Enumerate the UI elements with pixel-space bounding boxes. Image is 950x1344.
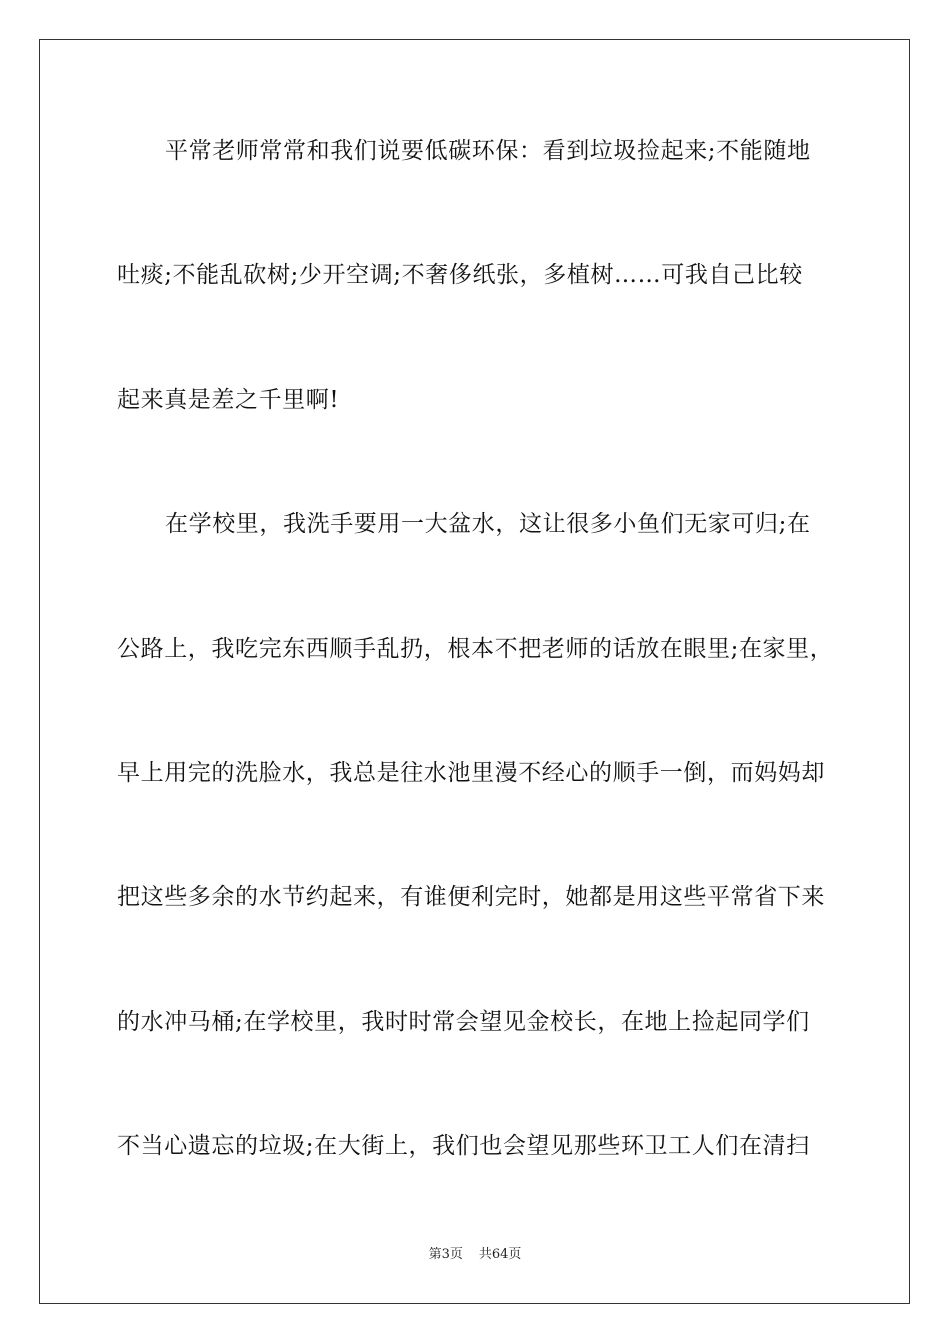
- page-footer: [0, 1243, 950, 1262]
- paragraph-2-line-6: 不当心遗忘的垃圾;在大街上，我们也会望见那些环卫工人们在清扫: [117, 1133, 810, 1159]
- page-border: [39, 39, 910, 1304]
- page-number: 第3页: [428, 1247, 463, 1262]
- paragraph-2-line-1: 在学校里，我洗手要用一大盆水，这让很多小鱼们无家可归;在: [165, 511, 811, 537]
- paragraph-1-line-3: 起来真是差之千里啊!: [117, 387, 340, 413]
- paragraph-2-line-3: 早上用完的洗脸水，我总是往水池里漫不经心的顺手一倒，而妈妈却: [117, 760, 825, 786]
- paragraph-1-line-2: 吐痰;不能乱砍树;少开空调;不奢侈纸张，多植树……可我自己比较: [117, 262, 803, 288]
- paragraph-2-line-5: 的水冲马桶;在学校里，我时时常会望见金校长，在地上捡起同学们: [117, 1009, 810, 1035]
- paragraph-2-line-4: 把这些多余的水节约起来，有谁便利完时，她都是用这些平常省下来: [117, 884, 825, 910]
- total-pages: 共64页: [478, 1247, 522, 1262]
- paragraph-2-line-2: 公路上，我吃完东西顺手乱扔，根本不把老师的话放在眼里;在家里，: [117, 636, 834, 662]
- paragraph-1-line-1: 平常老师常常和我们说要低碳环保：看到垃圾捡起来;不能随地: [165, 138, 811, 164]
